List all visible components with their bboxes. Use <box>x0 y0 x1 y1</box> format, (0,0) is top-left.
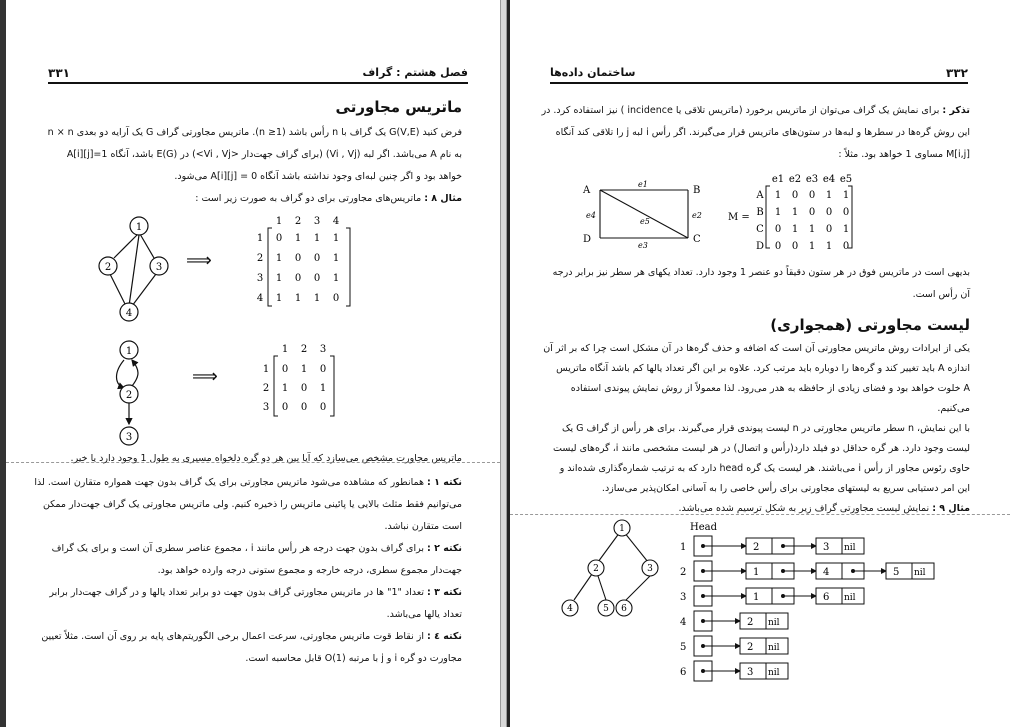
matrix-name: M = <box>728 212 750 223</box>
matrix-col-header: 2 <box>294 216 302 227</box>
matrix-row-label: D <box>755 241 765 252</box>
matrix-cell: 1 <box>281 383 289 394</box>
matrix-cell: 1 <box>332 253 340 264</box>
matrix-cell: 1 <box>774 207 782 218</box>
matrix-row-label: 2 <box>262 383 270 394</box>
tree-node-label: 4 <box>567 604 573 614</box>
paragraph-line: یکی از ایرادات روش ماتریس مجاورتی آن است که اضافه و حذف گره‌ها در آن مشکل است چرا که بر اثر آن <box>543 343 970 354</box>
matrix-cell: 1 <box>313 233 321 244</box>
reachability-line: ماتریس مجاورت مشخص می‌سازد که آیا بین هر دو گره دلخواه مسیری به طول 1 وجود دارد یا خیر. <box>70 453 462 464</box>
matrix-cell: 1 <box>842 190 850 201</box>
matrix-cell: 1 <box>808 224 816 235</box>
example-text: ماتریس‌های مجاورتی برای دو گراف به صورت زیر است : <box>195 193 422 204</box>
list-node-value: 5 <box>893 567 900 578</box>
paragraph-line: این امر دستیابی سریع به لیستهای مجاورتی برای رأس خاصی را به آسانی امکان‌پذیر می‌سازد. <box>601 483 970 494</box>
note-line <box>32 652 462 665</box>
matrix-col-header: 2 <box>300 344 308 355</box>
graph1-node-label: 2 <box>104 262 112 273</box>
matrix-cell: 1 <box>825 190 833 201</box>
matrix-row-label: 1 <box>256 233 264 244</box>
matrix-cell: 0 <box>275 233 283 244</box>
matrix-cell: 0 <box>791 190 799 201</box>
matrix-cell: 1 <box>294 233 302 244</box>
paragraph-line: با این نمایش، n سطر ماتریس مجاورتی در n لیست پیوندی قرار می‌گیرند. برای هر رأس از گراف G یک <box>561 423 970 434</box>
list-node-value: 2 <box>747 642 754 653</box>
tree-edge <box>598 576 606 600</box>
matrix-cell: 1 <box>313 293 321 304</box>
matrix-cell: 1 <box>842 224 850 235</box>
matrix-cell: 1 <box>791 224 799 235</box>
note-line <box>32 630 462 643</box>
matrix-bracket <box>766 186 770 248</box>
paragraph-line: می‌کنیم. <box>937 403 970 414</box>
reminder-line <box>540 104 970 117</box>
section-title: ماتریس مجاورتی <box>335 98 462 116</box>
note-text: جهت‌دار مجموع سطری، درجه خارجه و مجموع ستونی درجه وارده خواهد بود. <box>157 565 462 576</box>
paragraph-line: A خلوت خواهد بود و فضای زیادی از حافظه به هدر می‌رود. لذا معمولاً از روش نمایش پیوندی استفاده <box>570 383 970 394</box>
incidence-graph <box>580 176 710 250</box>
implies-arrow: ⟹ <box>186 250 212 271</box>
tree-node-label: 2 <box>593 564 599 574</box>
matrix-cell: 0 <box>808 190 816 201</box>
tree-edge <box>626 576 650 600</box>
matrix-col-header: e4 <box>822 174 836 185</box>
matrix-cell: 1 <box>294 293 302 304</box>
matrix-cell: 0 <box>332 293 340 304</box>
matrix-cell: 0 <box>300 402 308 413</box>
head-index: 6 <box>680 667 687 678</box>
matrix-col-header: 3 <box>313 216 321 227</box>
note-line <box>32 520 462 533</box>
matrix-row-label: 2 <box>256 253 264 264</box>
example-text: نمایش لیست مجاورتی گراف زیر به شکل ترسیم شده می‌باشد. <box>678 503 930 514</box>
matrix-cell: 0 <box>313 273 321 284</box>
matrix-col-header: 1 <box>275 216 283 227</box>
implies-arrow: ⟹ <box>192 366 218 387</box>
matrix-row-label: 3 <box>262 402 270 413</box>
incidence-edge-label: e1 <box>638 180 648 189</box>
matrix-cell: 0 <box>808 207 816 218</box>
matrix-cell: 0 <box>825 224 833 235</box>
list-node-value: 1 <box>753 567 760 578</box>
list-node-value: 3 <box>747 667 754 678</box>
paragraph-line: لیست وجود دارد. هر گره حداقل دو فیلد دارد(رأس و اتصال) در هر لیست مشخصی مانند i، گره‌های لیست <box>553 443 970 454</box>
note-text: همانطور که مشاهده می‌شود ماتریس مجاورتی برای یک گراف بدون جهت همواره متقارن است. لذا <box>34 477 424 488</box>
matrix-cell: 0 <box>842 207 850 218</box>
graph1-diagram <box>94 212 194 324</box>
note-line <box>32 542 462 555</box>
incidence-edge-label: e3 <box>638 241 648 250</box>
graph2-edge <box>132 360 138 386</box>
matrix-col-header: 3 <box>319 344 327 355</box>
matrix-bracket <box>274 356 278 416</box>
tree-edge <box>598 532 620 562</box>
matrix-bracket <box>268 228 272 306</box>
graph2-diagram <box>110 336 158 448</box>
matrix-cell: 0 <box>791 241 799 252</box>
graph1-node-label: 3 <box>155 262 163 273</box>
head-index: 5 <box>680 642 687 653</box>
graph2-node-label: 3 <box>125 432 133 443</box>
matrix-cell: 1 <box>275 273 283 284</box>
matrix-cell: 0 <box>319 364 327 375</box>
note-label: نکته ۲ : <box>427 543 462 554</box>
list-node-value: 2 <box>747 617 754 628</box>
nil-label: nil <box>844 543 856 553</box>
note-text: است متقارن نباشد. <box>384 521 462 532</box>
left-page-header <box>48 66 468 84</box>
graph2-edge <box>117 360 125 388</box>
note-line <box>32 476 462 489</box>
right-page-header <box>550 66 968 84</box>
head-index: 2 <box>680 567 687 578</box>
matrix-cell: 1 <box>275 293 283 304</box>
note-line <box>32 498 462 511</box>
incidence-edge <box>600 190 688 238</box>
list-node-value: 2 <box>753 542 760 553</box>
divider <box>6 462 500 463</box>
nil-label: nil <box>768 643 780 653</box>
chapter-header: ساختمان داده‌ها <box>550 66 636 79</box>
obvious-line: آن رأس است. <box>912 289 970 300</box>
matrix-cell: 1 <box>300 364 308 375</box>
page-number: ۳۳۲ <box>946 66 968 80</box>
note-label: نکته ۳ : <box>427 587 462 598</box>
incidence-node-label: A <box>583 185 591 196</box>
note-line <box>32 608 462 621</box>
matrix-row-label: B <box>756 207 764 218</box>
tree-diagram <box>560 516 670 626</box>
matrix-cell: 0 <box>774 241 782 252</box>
obvious-line: بدیهی است در ماتریس فوق در هر ستون دقیقاً دو عنصر 1 وجود دارد. تعداد یکهای هر سطر نیز برابر درجه <box>552 267 970 278</box>
matrix-col-header: 1 <box>281 344 289 355</box>
matrix-cell: 0 <box>825 207 833 218</box>
graph1-edge <box>140 234 154 258</box>
incidence-edge-label: e4 <box>586 211 596 220</box>
matrix-col-header: e3 <box>805 174 819 185</box>
matrix-cell: 0 <box>319 402 327 413</box>
head-label: Head <box>690 522 718 533</box>
note-line <box>32 564 462 577</box>
note-text: مجاورت دو گره i و j با مرتبه O(1) قابل محاسبه است. <box>245 653 462 664</box>
list-node-value: 4 <box>823 567 830 578</box>
example-label: مثال ۹ : <box>932 503 970 514</box>
tree-edge <box>574 574 592 600</box>
matrix-cell: 0 <box>774 224 782 235</box>
head-index: 4 <box>680 617 687 628</box>
page-number: ۳۳۱ <box>48 66 70 80</box>
nil-label: nil <box>844 593 856 603</box>
matrix-cell: 1 <box>275 253 283 264</box>
nil-label: nil <box>768 668 780 678</box>
graph2-node-label: 1 <box>125 346 133 357</box>
tree-node-label: 5 <box>603 604 609 614</box>
matrix-cell: 0 <box>281 364 289 375</box>
tree-edge <box>624 532 648 562</box>
paragraph-line: حاوی رئوس مجاور از رأس i می‌باشند. هر لیست یک گره head دارد که به ترتیب شماره‌گذاری شده‌اند و <box>559 463 970 474</box>
adjacency-matrix-1 <box>254 214 364 310</box>
matrix-cell: 0 <box>842 241 850 252</box>
note-label: نکته ٤ : <box>427 631 462 642</box>
graph1-node-label: 4 <box>125 308 133 319</box>
adjacency-list-diagram <box>676 518 976 690</box>
tree-node-label: 6 <box>621 604 627 614</box>
paragraph-line: اندازه A باید تغییر کند و گره‌ها را دوباره باید مرتب کرد. علاوه بر این اگر تعداد یالها کم باشد آنگاه ماتریس <box>556 363 970 374</box>
matrix-cell: 1 <box>791 207 799 218</box>
graph1-edge <box>114 234 138 258</box>
example-label: مثال ۸ : <box>424 193 462 204</box>
divider <box>510 514 1010 515</box>
matrix-cell: 0 <box>294 253 302 264</box>
matrix-bracket <box>346 228 350 306</box>
matrix-bracket <box>330 356 334 416</box>
left-page <box>0 0 500 727</box>
matrix-cell: 0 <box>281 402 289 413</box>
note-text: برای گراف بدون جهت درجه هر رأس مانند i ، مجموع عناصر سطری آن است و برای یک گراف <box>51 543 424 554</box>
matrix-row-label: 3 <box>256 273 264 284</box>
note-text: می‌توانیم فقط مثلث بالایی یا پائینی ماتریس را ذخیره کنیم. ولی ماتریس مجاورتی یک گراف جهت‌دار ممکن <box>42 499 462 510</box>
nil-label: nil <box>768 618 780 628</box>
incidence-edge-label: e5 <box>640 217 650 226</box>
intro-line: خواهد بود و اگر چنین لبه‌ای وجود نداشته باشد آنگاه A[i][j] = 0 می‌شود. <box>174 171 462 182</box>
list-node-value: 6 <box>823 592 830 603</box>
list-node-value: 3 <box>823 542 830 553</box>
head-index: 1 <box>680 542 687 553</box>
matrix-row-label: 1 <box>262 364 270 375</box>
right-page <box>507 0 1010 727</box>
reminder-line: این روش گره‌ها در سطرها و لبه‌ها در ستون‌های ماتریس قرار می‌گیرند. اگر رأس i لبه j را تلاقی کند آنگاه <box>555 127 970 138</box>
matrix-cell: 0 <box>300 383 308 394</box>
note-label: نکته ۱ : <box>427 477 462 488</box>
list-node-value: 1 <box>753 592 760 603</box>
graph1-edge <box>132 274 156 306</box>
matrix-cell: 1 <box>332 273 340 284</box>
reminder-line: M[i,j] مساوی 1 خواهد بود. مثلاً : <box>838 149 970 160</box>
section-title: لیست مجاورتی (همجواری) <box>770 316 970 334</box>
graph1-node-label: 1 <box>135 222 143 233</box>
incidence-matrix <box>724 172 854 252</box>
note-text: تعداد یالها می‌باشد. <box>386 609 462 620</box>
book-spine <box>500 0 507 727</box>
intro-line: فرض کنید G(V,E) یک گراف با n رأس باشد (n ≥1). ماتریس مجاورتی گراف G یک آرایه دو بعدی n × n <box>47 127 462 138</box>
matrix-col-header: e5 <box>839 174 853 185</box>
tree-node-label: 3 <box>647 564 653 574</box>
matrix-row-label: 4 <box>256 293 264 304</box>
matrix-cell: 1 <box>825 241 833 252</box>
intro-line: به نام A می‌باشد. اگر لبه (Vi , Vj) (برای گراف جهت‌دار <Vi , Vj>) در E(G) باشد، آنگاه A[i][j]=1 <box>66 149 462 160</box>
matrix-cell: 1 <box>319 383 327 394</box>
chapter-header: فصل هشتم : گراف <box>362 66 468 79</box>
graph2-node-label: 2 <box>125 390 133 401</box>
matrix-cell: 0 <box>313 253 321 264</box>
matrix-cell: 1 <box>808 241 816 252</box>
matrix-row-label: A <box>756 190 764 201</box>
example-8 <box>42 192 462 205</box>
matrix-cell: 1 <box>774 190 782 201</box>
head-index: 3 <box>680 592 687 603</box>
incidence-edge-label: e2 <box>692 211 702 220</box>
matrix-col-header: e2 <box>788 174 802 185</box>
incidence-node-label: B <box>693 185 701 196</box>
incidence-node-label: D <box>583 234 592 245</box>
graph1-edge <box>110 274 126 306</box>
reminder-text: برای نمایش یک گراف می‌توان از ماتریس برخورد (ماتریس تلاقی یا incidence ) نیز استفاده کرد. در <box>541 105 940 116</box>
nil-label: nil <box>914 568 926 578</box>
note-text: از نقاط قوت ماتریس مجاورتی، سرعت اعمال برخی الگوریتم‌های پایه بر روی آن است. مثلاً تعیین <box>41 631 424 642</box>
matrix-row-label: C <box>756 224 764 235</box>
matrix-col-header: 4 <box>332 216 340 227</box>
reminder-label: تذکر : <box>942 105 970 116</box>
tree-node-label: 1 <box>619 524 625 534</box>
incidence-node-label: C <box>693 234 701 245</box>
graph1-edge <box>129 235 139 306</box>
note-line <box>32 586 462 599</box>
matrix-cell: 1 <box>332 233 340 244</box>
matrix-cell: 0 <box>294 273 302 284</box>
note-text: تعداد "1" ها در ماتریس مجاورتی گراف بدون جهت دو برابر تعداد یالها و در گراف جهت‌دار برابر <box>49 587 424 598</box>
adjacency-matrix-2 <box>260 342 340 420</box>
matrix-col-header: e1 <box>771 174 785 185</box>
